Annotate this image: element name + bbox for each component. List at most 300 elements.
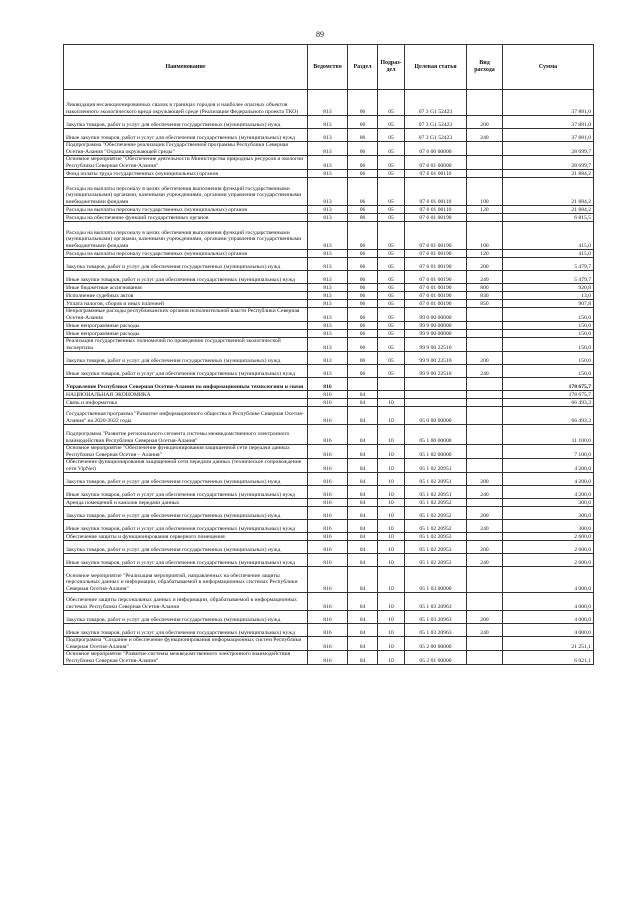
table-row (64, 637, 594, 651)
row-amount: 178 675,7 (503, 391, 594, 399)
row-target: 07 3 G1 52423 (405, 90, 467, 116)
row-subsection: 05 (378, 206, 405, 214)
row-subsection: 10 (378, 651, 405, 665)
row-section: 04 (348, 611, 378, 624)
row-section: 06 (348, 170, 378, 178)
row-subsection: 05 (378, 330, 405, 338)
row-expense (467, 170, 503, 178)
row-target: 05 1 02 20951 (405, 486, 467, 499)
row-amount: 28 699,7 (503, 156, 594, 170)
row-name: Иные непрограммные расходы (64, 330, 308, 338)
row-dept: 816 (308, 486, 348, 499)
header-target: Целевая статья (405, 45, 467, 90)
row-dept: 813 (308, 178, 348, 206)
table-row (64, 520, 594, 533)
row-target: 99 9 00 00000 (405, 322, 467, 330)
row-amount: 150,0 (503, 365, 594, 378)
row-subsection: 10 (378, 624, 405, 637)
row-section: 04 (348, 533, 378, 541)
table-row (64, 425, 594, 445)
row-name: НАЦИОНАЛЬНАЯ ЭКОНОМИКА (64, 391, 308, 399)
row-name: Основное мероприятие "Развитие системы межведомственного электронного взаимодействия Республики Северная Осетия-Алания" (64, 651, 308, 665)
row-subsection (378, 378, 405, 391)
row-name: Расходы на обеспечение функций государственных органов (64, 214, 308, 222)
row-name: Фонд оплаты труда государственных (муниципальных) органов (64, 170, 308, 178)
row-dept: 816 (308, 459, 348, 473)
row-subsection: 05 (378, 322, 405, 330)
row-target: 07 6 01 00110 (405, 170, 467, 178)
row-subsection: 05 (378, 214, 405, 222)
row-amount: 5 479,7 (503, 271, 594, 284)
row-section: 06 (348, 365, 378, 378)
row-target: 99 9 00 00000 (405, 330, 467, 338)
row-amount: 4 200,0 (503, 459, 594, 473)
row-section: 04 (348, 425, 378, 445)
row-expense: 100 (467, 222, 503, 250)
row-expense: 240 (467, 129, 503, 142)
row-target: 99 9 00 22510 (405, 365, 467, 378)
row-dept: 813 (308, 214, 348, 222)
row-subsection: 05 (378, 170, 405, 178)
row-section: 04 (348, 651, 378, 665)
row-expense (467, 445, 503, 459)
row-subsection: 10 (378, 473, 405, 486)
row-subsection: 10 (378, 425, 405, 445)
row-dept: 816 (308, 637, 348, 651)
row-name: Иные закупки товаров, работ и услуг для обеспечения государственных (муниципальных) нужд (64, 271, 308, 284)
table-row (64, 365, 594, 378)
table-row (64, 214, 594, 222)
row-amount: 37 881,0 (503, 116, 594, 129)
row-amount: 150,0 (503, 352, 594, 365)
row-target (405, 391, 467, 399)
row-name: Обеспечение защиты и функционирования серверного помещения (64, 533, 308, 541)
row-expense: 240 (467, 520, 503, 533)
table-row (64, 593, 594, 611)
row-target: 05 1 03 20963 (405, 611, 467, 624)
row-target: 07 6 01 00110 (405, 178, 467, 206)
row-section: 06 (348, 90, 378, 116)
row-target (405, 378, 467, 391)
row-dept: 816 (308, 541, 348, 554)
row-expense: 120 (467, 250, 503, 258)
row-expense: 200 (467, 352, 503, 365)
row-subsection: 10 (378, 499, 405, 507)
row-target: 07 6 01 00190 (405, 214, 467, 222)
row-target: 05 2 01 00000 (405, 651, 467, 665)
row-amount: 415,0 (503, 250, 594, 258)
row-amount: 4 200,0 (503, 473, 594, 486)
row-amount: 21 884,2 (503, 206, 594, 214)
table-row (64, 533, 594, 541)
row-name: Уплата налогов, сборов и иных платежей (64, 300, 308, 308)
row-target: 07 3 G1 52423 (405, 116, 467, 129)
row-amount: 37 881,0 (503, 129, 594, 142)
page-number: 89 (316, 30, 324, 39)
row-dept: 813 (308, 365, 348, 378)
row-expense: 200 (467, 473, 503, 486)
row-target: 05 1 02 20953 (405, 554, 467, 567)
row-subsection: 05 (378, 156, 405, 170)
budget-table (63, 44, 594, 665)
row-target: 07 3 G1 52423 (405, 129, 467, 142)
row-expense: 240 (467, 554, 503, 567)
row-subsection: 05 (378, 338, 405, 352)
row-amount: 2 600,0 (503, 533, 594, 541)
row-amount: 21 251,1 (503, 637, 594, 651)
row-target: 07 6 01 00190 (405, 222, 467, 250)
row-expense: 240 (467, 271, 503, 284)
row-target: 07 6 01 00190 (405, 250, 467, 258)
row-subsection: 05 (378, 300, 405, 308)
table-row (64, 222, 594, 250)
row-section: 06 (348, 338, 378, 352)
row-amount: 4 200,0 (503, 486, 594, 499)
row-dept: 813 (308, 271, 348, 284)
row-name: Подпрограмма "Обеспечение реализации Государственной программы Республики Северная Осетия-Алания "Охрана окружающей среды" (64, 142, 308, 156)
row-section: 06 (348, 129, 378, 142)
row-section: 04 (348, 520, 378, 533)
table-row (64, 142, 594, 156)
row-target: 05 1 03 20963 (405, 624, 467, 637)
row-expense (467, 338, 503, 352)
row-section: 04 (348, 567, 378, 593)
row-target: 05 1 03 20963 (405, 593, 467, 611)
row-subsection: 10 (378, 399, 405, 407)
row-expense: 200 (467, 541, 503, 554)
row-dept: 813 (308, 284, 348, 292)
row-dept: 813 (308, 258, 348, 271)
row-target: 07 6 01 00110 (405, 206, 467, 214)
row-amount: 150,0 (503, 330, 594, 338)
row-section: 06 (348, 330, 378, 338)
row-amount: 5 479,7 (503, 258, 594, 271)
row-dept: 813 (308, 90, 348, 116)
row-subsection: 05 (378, 90, 405, 116)
row-target: 07 6 01 00000 (405, 156, 467, 170)
row-expense: 240 (467, 486, 503, 499)
row-section: 06 (348, 300, 378, 308)
row-expense (467, 156, 503, 170)
row-name: Подпрограмма "Создание и обеспечение функционирования информационных систем Республики Северная Осетия-Алания" (64, 637, 308, 651)
row-expense (467, 499, 503, 507)
row-amount: 13,0 (503, 292, 594, 300)
row-subsection: 05 (378, 178, 405, 206)
table-row (64, 352, 594, 365)
row-expense (467, 399, 503, 407)
row-target: 07 6 01 00190 (405, 292, 467, 300)
row-name: Связь и информатика (64, 399, 308, 407)
row-name: Непрограммные расходы республиканских органов исполнительной власти Республики Северная Осетия-Алания (64, 308, 308, 322)
row-expense: 830 (467, 292, 503, 300)
row-amount: 4 000,0 (503, 624, 594, 637)
row-target: 07 6 01 00190 (405, 300, 467, 308)
row-amount: 37 881,0 (503, 90, 594, 116)
header-subsection: Подраз-дел (378, 45, 405, 90)
row-amount: 150,0 (503, 338, 594, 352)
row-dept: 816 (308, 651, 348, 665)
row-subsection: 10 (378, 486, 405, 499)
row-expense (467, 651, 503, 665)
table-row (64, 567, 594, 593)
row-section: 06 (348, 206, 378, 214)
row-subsection: 10 (378, 407, 405, 425)
row-expense (467, 593, 503, 611)
header-expense: Вид расхода (467, 45, 503, 90)
table-row (64, 250, 594, 258)
row-target: 05 1 02 20952 (405, 507, 467, 520)
row-amount: 4 000,0 (503, 611, 594, 624)
row-amount: 2 600,0 (503, 554, 594, 567)
table-row (64, 308, 594, 322)
row-name: Основное мероприятие "Обеспечение функционирования защищенной сети передачи данных Республики Северная Осетия – Алания" (64, 445, 308, 459)
row-amount: 11 100,0 (503, 425, 594, 445)
row-expense: 120 (467, 206, 503, 214)
row-expense (467, 322, 503, 330)
row-amount: 66 493,3 (503, 407, 594, 425)
table-row (64, 271, 594, 284)
table-row (64, 300, 594, 308)
row-section: 04 (348, 473, 378, 486)
row-name: Основное мероприятие "Обеспечение деятельности Министерства природных ресурсов и экологии Республики Северная Осетия-Алания" (64, 156, 308, 170)
row-target: 05 0 00 00000 (405, 407, 467, 425)
row-expense (467, 308, 503, 322)
row-amount: 6 021,1 (503, 651, 594, 665)
row-expense: 240 (467, 365, 503, 378)
row-expense (467, 142, 503, 156)
row-amount: 21 884,2 (503, 178, 594, 206)
row-subsection: 05 (378, 365, 405, 378)
table-row (64, 129, 594, 142)
table-row (64, 399, 594, 407)
row-name: Основное мероприятие "Реализация мероприятий, направленных на обеспечение защиты персональных данных и информации, обрабатываемой в информационных системах Республики Северная Осетия-Алания" (64, 567, 308, 593)
row-name: Исполнение судебных актов (64, 292, 308, 300)
row-section: 06 (348, 322, 378, 330)
row-expense (467, 425, 503, 445)
row-target: 05 1 02 20952 (405, 520, 467, 533)
row-expense: 240 (467, 624, 503, 637)
row-expense (467, 637, 503, 651)
row-section: 04 (348, 637, 378, 651)
table-row (64, 445, 594, 459)
row-subsection: 10 (378, 593, 405, 611)
row-target: 07 6 01 00190 (405, 258, 467, 271)
row-subsection: 05 (378, 258, 405, 271)
row-expense (467, 90, 503, 116)
row-subsection: 10 (378, 637, 405, 651)
row-expense (467, 214, 503, 222)
row-dept: 816 (308, 499, 348, 507)
row-dept: 816 (308, 407, 348, 425)
row-section: 04 (348, 499, 378, 507)
row-name: Иные закупки товаров, работ и услуг для обеспечения государственных (муниципальных) нужд (64, 486, 308, 499)
row-subsection: 10 (378, 541, 405, 554)
row-dept: 816 (308, 624, 348, 637)
row-target: 05 1 00 00000 (405, 425, 467, 445)
row-name: Закупка товаров, работ и услуг для обеспечения государственных (муниципальных) нужд (64, 541, 308, 554)
row-amount: 6 815,5 (503, 214, 594, 222)
row-expense (467, 391, 503, 399)
row-name: Иные закупки товаров, работ и услуг для обеспечения государственных (муниципальных) нужд (64, 365, 308, 378)
row-dept: 816 (308, 391, 348, 399)
row-name: Закупка товаров, работ и услуг для обеспечения государственных (муниципальных) нужд (64, 352, 308, 365)
row-amount: 907,8 (503, 300, 594, 308)
row-name: Аренда помещений и каналов передачи данных (64, 499, 308, 507)
row-name: Расходы на выплаты персоналу в целях обеспечения выполнения функций государственными (муниципальными) органами, казенными учреждениями, органами управления государственными внебюджетными фондами (64, 222, 308, 250)
row-subsection: 05 (378, 308, 405, 322)
row-section: 06 (348, 284, 378, 292)
table-row (64, 338, 594, 352)
table-row (64, 116, 594, 129)
row-section: 04 (348, 486, 378, 499)
row-name: Закупка товаров, работ и услуг для обеспечения государственных (муниципальных) нужд (64, 473, 308, 486)
table-row (64, 541, 594, 554)
row-section: 06 (348, 292, 378, 300)
table-row (64, 554, 594, 567)
row-dept: 813 (308, 206, 348, 214)
row-dept: 813 (308, 156, 348, 170)
row-dept: 816 (308, 378, 348, 391)
row-amount: 178 675,7 (503, 378, 594, 391)
row-expense (467, 533, 503, 541)
row-section: 06 (348, 258, 378, 271)
row-dept: 816 (308, 611, 348, 624)
row-name: Подпрограмма "Развитие регионального сегмента системы межведомственного электронного взаимодействия Республики Северная Осетия-Алания" (64, 425, 308, 445)
row-section: 04 (348, 407, 378, 425)
row-target: 99 0 00 00000 (405, 308, 467, 322)
row-section: 04 (348, 624, 378, 637)
row-subsection: 10 (378, 507, 405, 520)
row-amount: 920,8 (503, 284, 594, 292)
row-target: 05 1 02 00000 (405, 445, 467, 459)
row-dept: 813 (308, 338, 348, 352)
row-dept: 816 (308, 533, 348, 541)
row-expense (467, 378, 503, 391)
row-target: 05 1 02 20951 (405, 459, 467, 473)
row-expense: 850 (467, 300, 503, 308)
row-name: Государственная программа "Развитие информационного общества в Республике Северная Осетия-Алания" на 2020-2022 годы (64, 407, 308, 425)
row-target: 05 1 02 20952 (405, 499, 467, 507)
row-section: 06 (348, 142, 378, 156)
row-dept: 816 (308, 593, 348, 611)
row-amount: 4 000,0 (503, 593, 594, 611)
row-subsection: 10 (378, 611, 405, 624)
row-amount: 7 100,0 (503, 445, 594, 459)
table-row (64, 611, 594, 624)
row-target: 99 9 00 22510 (405, 352, 467, 365)
table-row (64, 378, 594, 391)
row-subsection: 05 (378, 116, 405, 129)
row-target: 05 1 02 20951 (405, 473, 467, 486)
row-section: 06 (348, 222, 378, 250)
row-section: 06 (348, 178, 378, 206)
row-dept: 816 (308, 567, 348, 593)
header-amount: Сумма (503, 45, 594, 90)
row-subsection: 10 (378, 554, 405, 567)
row-name: Иные закупки товаров, работ и услуг для обеспечения государственных (муниципальных) нужд (64, 554, 308, 567)
row-section: 06 (348, 352, 378, 365)
row-name: Иные непрограммные расходы (64, 322, 308, 330)
row-target: 05 1 02 20953 (405, 533, 467, 541)
table-row (64, 624, 594, 637)
row-dept: 816 (308, 507, 348, 520)
row-section: 06 (348, 271, 378, 284)
row-name: Закупка товаров, работ и услуг для обеспечения государственных (муниципальных) нужд (64, 258, 308, 271)
row-dept: 816 (308, 425, 348, 445)
row-target (405, 399, 467, 407)
table-row (64, 90, 594, 116)
row-section: 04 (348, 554, 378, 567)
table-row (64, 284, 594, 292)
row-subsection: 10 (378, 445, 405, 459)
row-dept: 813 (308, 222, 348, 250)
row-amount: 300,0 (503, 499, 594, 507)
row-section: 04 (348, 391, 378, 399)
table-row (64, 499, 594, 507)
table-row (64, 507, 594, 520)
row-expense (467, 330, 503, 338)
table-row (64, 651, 594, 665)
row-subsection: 05 (378, 222, 405, 250)
row-expense: 800 (467, 284, 503, 292)
row-section: 06 (348, 116, 378, 129)
row-dept: 813 (308, 308, 348, 322)
table-row (64, 473, 594, 486)
row-section: 04 (348, 399, 378, 407)
row-section: 06 (348, 214, 378, 222)
row-amount: 300,0 (503, 520, 594, 533)
row-subsection (378, 391, 405, 399)
row-amount: 2 600,0 (503, 541, 594, 554)
row-name: Иные закупки товаров, работ и услуг для обеспечения государственных (муниципальных) нужд (64, 624, 308, 637)
row-dept: 813 (308, 292, 348, 300)
row-expense: 200 (467, 116, 503, 129)
row-dept: 816 (308, 473, 348, 486)
row-expense: 200 (467, 611, 503, 624)
row-name: Закупка товаров, работ и услуг для обеспечения государственных (муниципальных) нужд (64, 611, 308, 624)
row-subsection: 05 (378, 292, 405, 300)
row-dept: 813 (308, 142, 348, 156)
row-target: 07 6 01 00190 (405, 284, 467, 292)
table-row (64, 486, 594, 499)
row-amount: 150,0 (503, 308, 594, 322)
row-expense: 200 (467, 258, 503, 271)
row-amount: 21 884,2 (503, 170, 594, 178)
row-amount: 28 699,7 (503, 142, 594, 156)
row-section: 04 (348, 459, 378, 473)
row-amount: 4 000,0 (503, 567, 594, 593)
row-amount: 300,0 (503, 507, 594, 520)
row-name: Расходы на выплаты персоналу в целях обеспечения выполнения функций государственными (муниципальными) органами, казенными учреждениями, органами управления государственными внебюджетными фондами (64, 178, 308, 206)
row-name: Реализация государственных полномочий по проведению государственной экологической экспертизы (64, 338, 308, 352)
row-subsection: 05 (378, 250, 405, 258)
table-header-row (64, 45, 594, 90)
row-dept: 813 (308, 129, 348, 142)
row-expense: 100 (467, 178, 503, 206)
row-dept: 813 (308, 352, 348, 365)
row-subsection: 05 (378, 352, 405, 365)
row-name: Обеспечение защиты персональных данных и информации, обрабатываемой в информационных системах Республики Северная Осетия-Алания (64, 593, 308, 611)
row-expense (467, 567, 503, 593)
row-subsection: 10 (378, 533, 405, 541)
row-name: Расходы на выплаты персоналу государственных (муниципальных) органов (64, 250, 308, 258)
table-row (64, 178, 594, 206)
row-amount: 415,0 (503, 222, 594, 250)
row-subsection: 10 (378, 567, 405, 593)
row-target: 05 1 02 20953 (405, 541, 467, 554)
table-row (64, 330, 594, 338)
row-section: 04 (348, 541, 378, 554)
